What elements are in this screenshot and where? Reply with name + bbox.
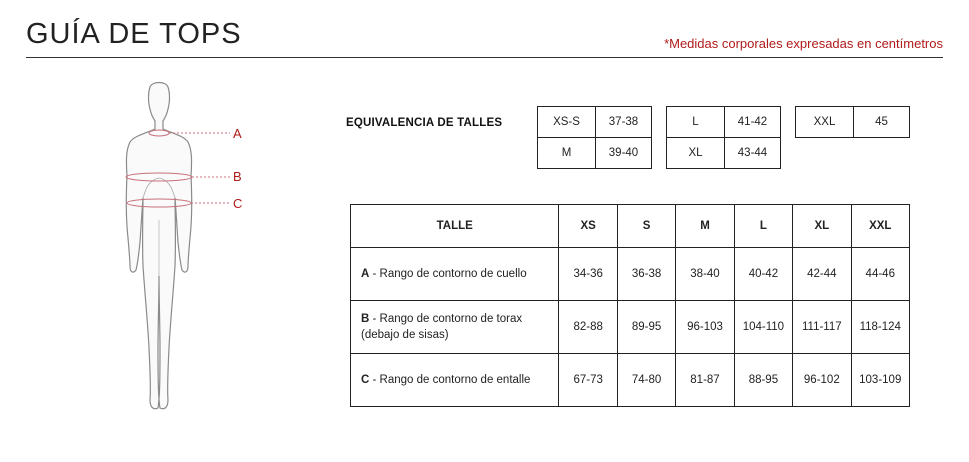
table-cell: 74-80: [617, 354, 675, 407]
row-label: - Rango de contorno de entalle: [369, 374, 531, 386]
header-s: S: [617, 205, 675, 248]
header-xs: XS: [559, 205, 617, 248]
table-cell: 88-95: [734, 354, 792, 407]
equivalence-row: [538, 107, 652, 138]
equivalence-value: 41-42: [725, 107, 781, 138]
body-figure: [96, 80, 250, 414]
table-cell: 96-102: [793, 354, 851, 407]
table-cell: 44-46: [851, 248, 909, 301]
equivalence-table-3: [795, 106, 910, 138]
equivalence-title: EQUIVALENCIA DE TALLES: [346, 117, 503, 129]
measurement-note: *Medidas corporales expresadas en centímetros: [664, 36, 943, 51]
equivalence-row: [796, 107, 910, 138]
row-label: - Rango de contorno de torax (debajo de sisas): [361, 313, 523, 341]
row-letter: B: [361, 313, 370, 325]
table-row: [351, 354, 910, 407]
table-cell: 82-88: [559, 301, 617, 354]
measure-label-a: A: [233, 126, 242, 141]
header-xl: XL: [793, 205, 851, 248]
equivalence-row: [667, 107, 781, 138]
table-row: [351, 301, 910, 354]
equivalence-size: M: [538, 138, 596, 169]
header-m: M: [676, 205, 734, 248]
table-cell: 40-42: [734, 248, 792, 301]
equivalence-value: 39-40: [596, 138, 652, 169]
equivalence-size: L: [667, 107, 725, 138]
measure-label-b: B: [233, 169, 242, 184]
equivalence-table-2: [666, 106, 781, 169]
equivalence-table-1: [537, 106, 652, 169]
equivalence-value: 37-38: [596, 107, 652, 138]
table-cell: 103-109: [851, 354, 909, 407]
size-table-header: [351, 205, 910, 248]
table-row: [351, 248, 910, 301]
size-table: [350, 204, 910, 407]
table-cell: 111-117: [793, 301, 851, 354]
equivalence-size: XL: [667, 138, 725, 169]
row-letter: C: [361, 374, 370, 386]
table-cell: 38-40: [676, 248, 734, 301]
equivalence-row: [667, 138, 781, 169]
row-label: - Rango de contorno de cuello: [369, 268, 527, 280]
table-cell: 118-124: [851, 301, 909, 354]
row-description: [351, 354, 559, 407]
table-cell: 67-73: [559, 354, 617, 407]
equivalence-size: XS-S: [538, 107, 596, 138]
table-cell: 104-110: [734, 301, 792, 354]
header-xxl: XXL: [851, 205, 909, 248]
table-cell: 34-36: [559, 248, 617, 301]
measure-label-c: C: [233, 196, 243, 211]
table-cell: 81-87: [676, 354, 734, 407]
table-cell: 96-103: [676, 301, 734, 354]
equivalence-row: [538, 138, 652, 169]
header-divider: [26, 57, 943, 58]
header-talle: TALLE: [351, 205, 559, 248]
table-cell: 36-38: [617, 248, 675, 301]
row-description: [351, 248, 559, 301]
table-cell: 89-95: [617, 301, 675, 354]
row-description: [351, 301, 559, 354]
header-l: L: [734, 205, 792, 248]
equivalence-size: XXL: [796, 107, 854, 138]
table-cell: 42-44: [793, 248, 851, 301]
row-letter: A: [361, 268, 370, 280]
page-title: GUÍA DE TOPS: [26, 18, 242, 50]
equivalence-value: 43-44: [725, 138, 781, 169]
equivalence-value: 45: [854, 107, 910, 138]
